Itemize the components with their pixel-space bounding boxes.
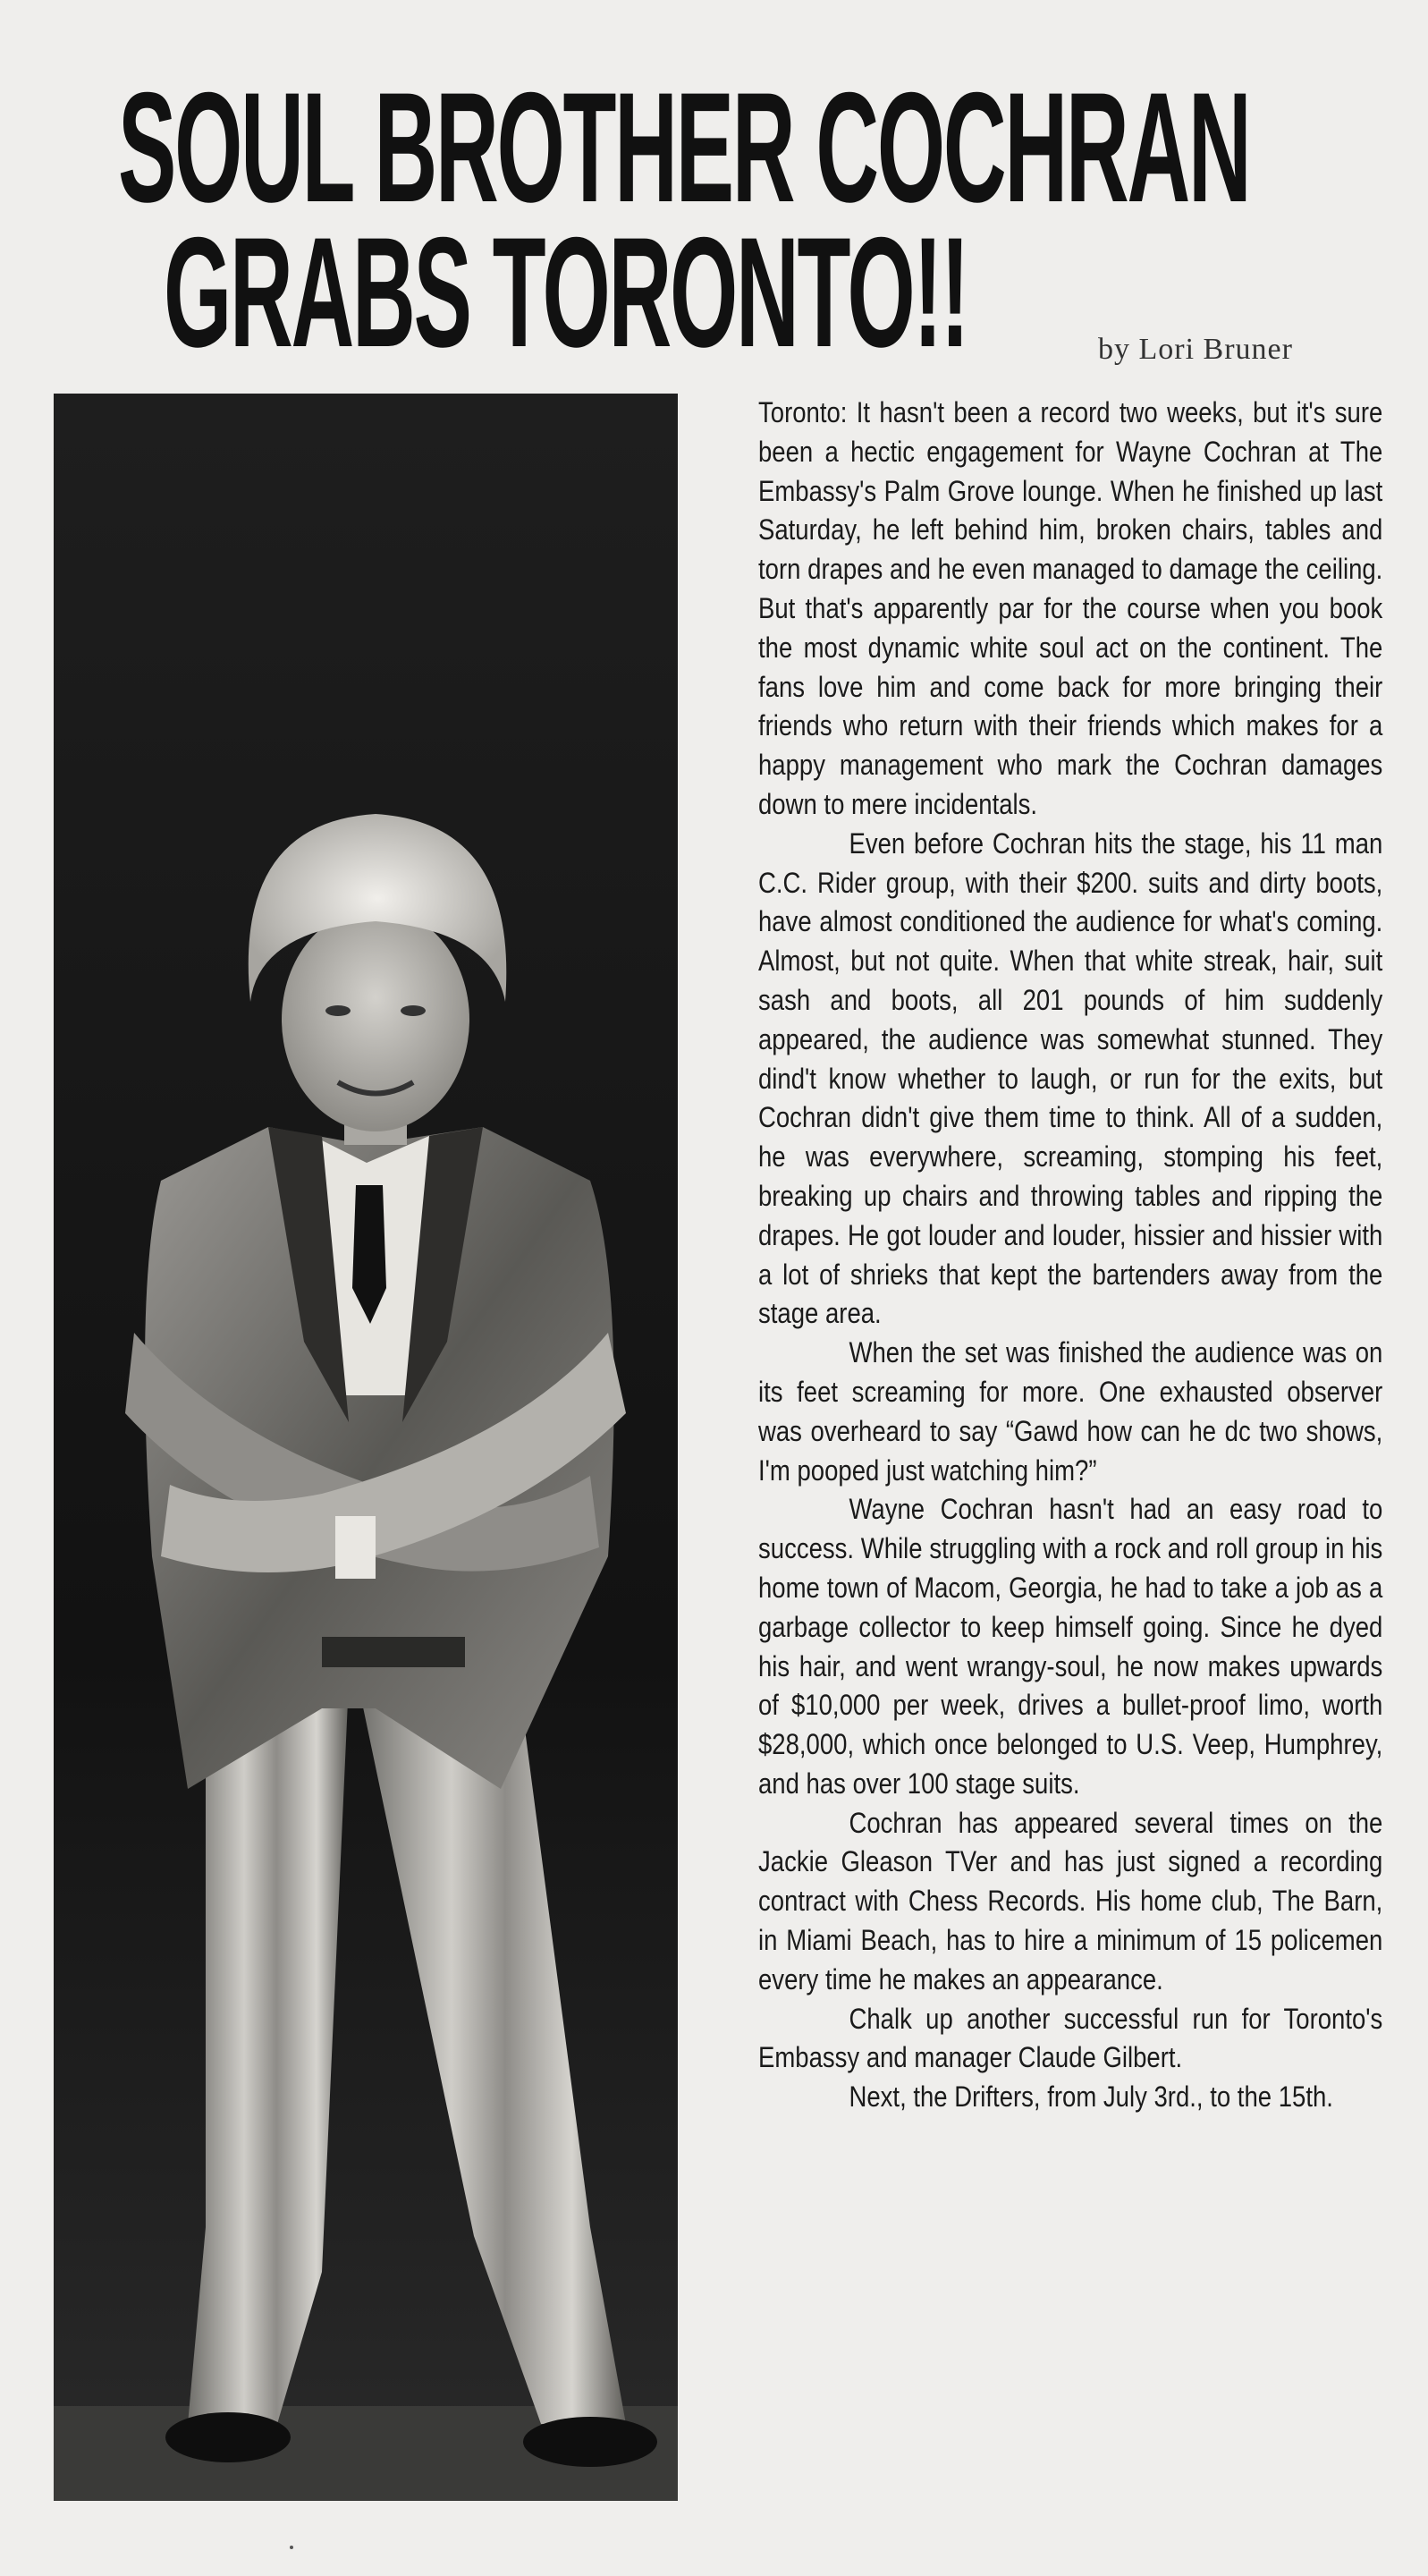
article-paragraph: Chalk up another successful run for Toronto's Embassy and manager Claude Gilbert. [758,2002,1383,2074]
article-paragraph: Wayne Cochran hasn't had an easy road to success. While struggling with a rock and roll group in his home town of Macom, Georgia, he had to take a job as a garbage collector to keep himself going. Since he dyed his hair, and went wrangy-soul, he now makes upwards of $10,000 per week, drives a bullet-proof limo, worth $28,000, which once belonged to U.S. Veep, Humphrey, and has over 100 stage suits. [758,1493,1383,1800]
byline: by Lori Bruner [1098,333,1293,366]
headline-line-2: GRABS TORONTO!! [164,206,968,380]
article-paragraph: Toronto: It hasn't been a record two weeks, but it's sure been a hectic engagement for Wayne Cochran at The Embassy's Palm Grove lounge. When he finished up last Saturday, he left behind him, broken chairs, tables and torn drapes and he even managed to damage the ceiling. But that's apparently par for the course when you book the most dynamic white soul act on the continent. The fans love him and come back for more bringing their friends who return with their friends which makes for a happy management who mark the Cochran damages down to mere incidentals. [758,396,1383,820]
article-paragraph: Next, the Drifters, from July 3rd., to the 15th. [849,2080,1333,2114]
portrait-photo [54,394,678,2501]
print-speck [290,2546,293,2549]
portrait-illustration [54,394,678,2501]
article-paragraph: Cochran has appeared several times on the Jackie Gleason TVer and has just signed a recording contract with Chess Records. His home club, The Barn, in Miami Beach, has to hire a minimum of 15 policemen every time he makes an appearance. [758,1806,1383,1996]
article-body [758,394,1382,2117]
article-paragraph: Even before Cochran hits the stage, his 11 man C.C. Rider group, with their $200. suits and dirty boots, have almost conditioned the audience for what's coming. Almost, but not quite. When that white streak, hair, suit sash and boots, all 201 pounds of him suddenly appeared, the audience was somewhat stunned. They dind't know whether to laugh, or run for the exits, but Cochran didn't give them time to think. All of a sudden, he was everywhere, screaming, stomping his feet, breaking up chairs and throwing tables and ripping the drapes. He got louder and louder, hissier and hissier with a lot of shrieks that kept the bartenders away from the stage area. [758,826,1383,1330]
headline-line-1: SOUL BROTHER COCHRAN [118,61,1250,235]
article-paragraph: When the set was finished the audience was on its feet screaming for more. One exhausted observer was overheard to say “Gawd how can he dc two shows, I'm pooped just watching him?” [758,1336,1383,1487]
